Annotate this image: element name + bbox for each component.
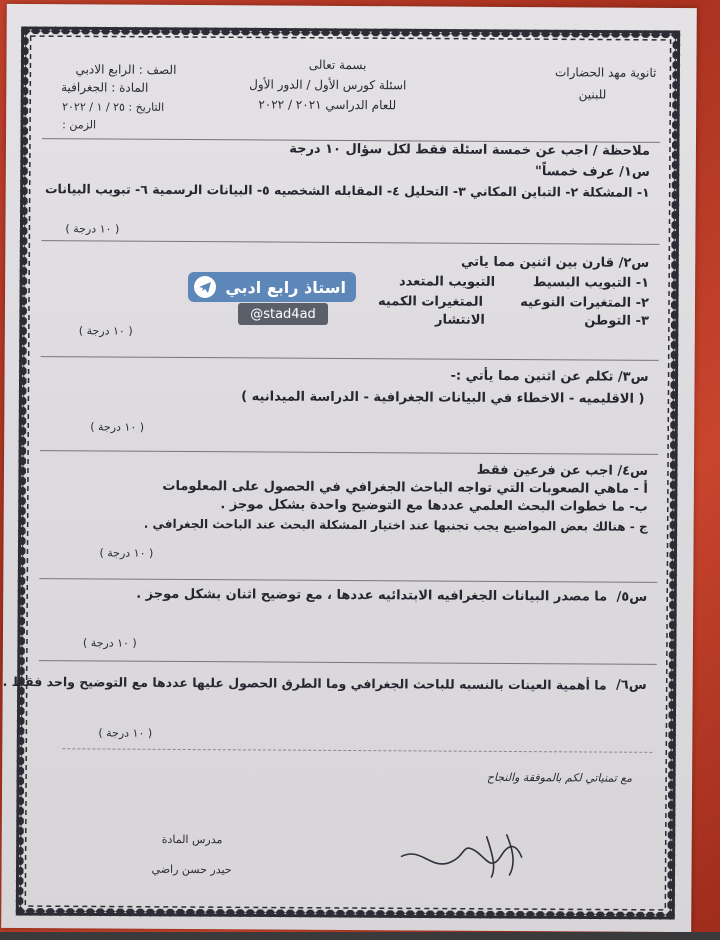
q2-item-2-vs: المتغيرات الكميه bbox=[378, 294, 484, 310]
closing-wish: مع تمنياتي لكم بالموفقة والنجاح bbox=[486, 770, 633, 785]
q4-item-a: أ - ماهي الصعوبات التي تواجه الباحث الجغرافي في الحصول على المعلومات bbox=[162, 478, 648, 497]
exam-paper bbox=[1, 4, 697, 932]
watermark-handle: @stad4ad bbox=[238, 303, 328, 325]
q3-title: س٣/ تكلم عن اثنين مما يأتي :- bbox=[450, 368, 649, 385]
q2-item-3-vs: الانتشار bbox=[434, 312, 485, 328]
q1-marks: ( ١٠ درجة ) bbox=[65, 222, 120, 236]
q1-title: س١/ عرف خمساً" bbox=[535, 164, 650, 180]
q2-item-1: ١- التبويب البسيط bbox=[532, 275, 650, 291]
note: ملاحظة / اجب عن خمسة اسئلة فقط لكل سؤال ١٠ درجة bbox=[289, 141, 650, 159]
q5-title: س٥/ bbox=[616, 589, 648, 605]
q5-text: ما مصدر البيانات الجغرافيه الابتدائيه عددها ، مع توضيح اثنان بشكل موجز . bbox=[136, 586, 608, 605]
q1-text: ١- المشكلة ٢- التباين المكاني ٣- التحليل ٤- المقابله الشخصيه ٥- البيانات الرسمية ٦- تبويب البيانات bbox=[44, 181, 650, 200]
q4-marks: ( ١٠ درجة ) bbox=[99, 546, 154, 560]
watermark-title: استاذ رابع ادبي bbox=[225, 277, 346, 297]
date-label: التاريخ : ٢٥ / ١ / ٢٠٢٢ bbox=[62, 100, 165, 114]
q2-item-3: ٣- التوطن bbox=[584, 313, 649, 329]
q6-text: ما أهمية العينات بالنسبه للباحث الجغرافي وما الطرق الحصول عليها عددها مع التوضيح واحد فقط . bbox=[2, 673, 607, 693]
class-label: الصف : الرابع الادبي bbox=[75, 62, 177, 77]
signature bbox=[391, 826, 541, 887]
bottom-bar bbox=[0, 932, 720, 940]
school-name: ثانوية مهد الحضارات bbox=[554, 65, 657, 80]
q4-item-c: ج - هنالك بعض المواضيع يجب تجنبها عند اختيار المشكلة البحث عند الباحث الجغرافي . bbox=[143, 516, 648, 534]
telegram-icon bbox=[194, 276, 216, 298]
q2-item-2: ٢- المتغيرات النوعيه bbox=[520, 295, 650, 311]
q2-item-1-vs: التبويب المتعدد bbox=[398, 274, 496, 290]
watermark-badge bbox=[188, 272, 356, 302]
subject-label: المادة : الجغرافية bbox=[61, 80, 149, 95]
basmala: بسمة تعالى bbox=[308, 57, 367, 73]
time-label: الزمن : bbox=[62, 118, 97, 132]
q3-marks: ( ١٠ درجة ) bbox=[90, 420, 145, 434]
q2-title: س٢/ قارن بين اثنين مما ياتي bbox=[460, 254, 650, 271]
school-sub: للبنين bbox=[578, 87, 607, 102]
academic-year: للعام الدراسي ٢٠٢١ / ٢٠٢٢ bbox=[258, 97, 397, 113]
q5-marks: ( ١٠ درجة ) bbox=[82, 636, 137, 650]
q6-title: س٦/ bbox=[615, 677, 647, 693]
q4-item-b: ب- ما خطوات البحث العلمي عددها مع التوضيح واحدة بشكل موجز . bbox=[220, 497, 648, 515]
exam-title: اسئلة كورس الأول / الدور الأول bbox=[249, 77, 407, 93]
q3-text: ( الاقليميه - الاخطاء في البيانات الجغرافية - الدراسة الميدانيه ) bbox=[241, 389, 645, 407]
teacher-label: مدرس المادة bbox=[161, 832, 223, 847]
q2-marks: ( ١٠ درجة ) bbox=[78, 324, 133, 338]
q6-marks: ( ١٠ درجة ) bbox=[98, 726, 153, 740]
q4-title: س٤/ اجب عن فرعين فقط bbox=[476, 462, 649, 479]
teacher-name: حيدر حسن راضي bbox=[151, 862, 232, 877]
